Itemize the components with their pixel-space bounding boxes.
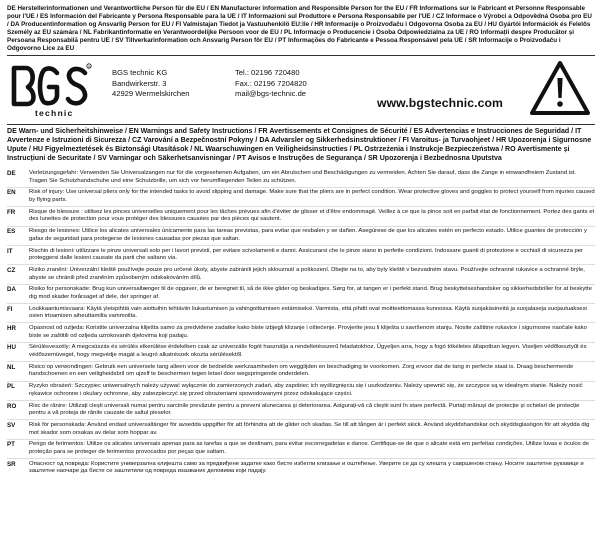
logo-subtext: technic (35, 108, 74, 119)
warning-item-sr (7, 461, 595, 478)
warning-text: Verletzungsgefahr: Verwenden Sie Universalzangen nur für die vorgesehenen Aufgaben, um ein Abrutschen und Beschädigungen zu vermeiden. Achten Sie darauf, dass die Zange in einwandfreiem Zustand ist. Tragen Sie Schutzhandschuhe und eine Schutzbrille, um sich vor herumfliegenden Teilen zu schützen. (29, 170, 577, 184)
language-code: DE (7, 170, 16, 178)
company-city: 42929 Wermelskirchen (112, 89, 190, 99)
language-code: RO (7, 402, 17, 410)
warning-text: Risc de rănire: Utilizați clești universali numai pentru sarcinile prevăzute pentru a preveni alunecarea și deteriorarea. Asigurați-vă că cleștii sunt în stare perfectă. Purtați mănuși de protecție și ochelari de protecție pentru a vă proteja de rănile cauzate de saltul pieselor. (29, 402, 580, 417)
warning-item-nl (7, 364, 595, 382)
company-name: BGS technic KG (112, 68, 168, 78)
warning-item-cz (7, 267, 595, 285)
language-code: NL (7, 363, 16, 371)
language-code: EN (7, 189, 16, 197)
warning-text: Rischio di lesioni: utilizzare le pinze universali solo per i lavori previsti, per evitare scivolamenti e danni. Assicurarsi che le pinze siano in perfette condizioni. Indossare guanti di protezione e occhiali di sicurezza per proteggersi dalle lesioni causate da parti che saltano via. (29, 247, 583, 262)
warning-text: Loukkaantumisvaara: Käytä yleispihtiä vain aiottuihin tehtäviin liukastumisen ja vahingoittumisen estämiseksi. Varmista, että pihdit ovat moitteettomassa kunnossa. Käytä suojakäsineitä ja suojalaseja suojautuaksesi osien irtoamisen aiheuttamilta vammoilta. (29, 305, 587, 320)
language-code: HR (7, 325, 16, 333)
warning-item-es (7, 228, 595, 246)
warning-text: Risk för personskada: Använd endast universaltänger för avsedda uppgifter för att förhindra att de glider och skadas. Se till att tången är i perfekt skick. Använd skyddshandskar och skyddsglasögon för att skydda dig mot skador som orsakas av delar som hoppar av. (29, 421, 590, 436)
manufacturer-info-header: DE Herstellerinformationen und Verantwortliche Person für die EU / EN Manufacturer information and Responsible Person for the EU / FR Informations sur le Fabricant et Personne Responsable pour l'UE / ES Información del Fabricante y Persona Responsable para la UE / IT Informazioni sul Produttore e Persona Responsabile per l'UE / CZ Informace o Výrobci a Odpovědná Osoba pro EU / DA Producentinformation og Ansvarlig Person for EU / FI Valmistajan Tiedot ja Vastuuhenkilö EU:lle / HR Informacije o Proizvođaču i Odgovorna Osoba za EU / HU Gyártói Információk és Felelős Személy az EU számára / NL Fabrikantinformatie en Verantwoordelijke Persoon voor de EU / PL Informacje o Producencie i Osoba Odpowiedzialna za UE / RO Informații despre Producător și Persoana Responsabilă pentru UE / SV Tillverkarinformation och Ansvarig Person för EU / PT Informações do Fabricante e Pessoa Responsável pela UE / SR Informacije o Proizvođaču i Odgovorno Lice za EU (7, 5, 592, 52)
brand-block (7, 55, 595, 125)
warning-item-pl (7, 383, 595, 401)
warning-item-it (7, 248, 595, 266)
warning-item-fi (7, 306, 595, 324)
language-code: PT (7, 441, 15, 449)
safety-instructions-header: DE Warn- und Sicherheitshinweise / EN Warnings and Safety Instructions / FR Avertissements et Consignes de Sécurité / ES Advertencias e Instrucciones de Seguridad / IT Avvertenze e Istruzioni di Sicurezza / CZ Varování a Bezpečnostní Pokyny / DA Advarsler og Sikkerhedsinstruktioner / FI Varoitus- ja Turvaohjeet / HR Upozorenja i Sigurnosne Upute / HU Figyelmeztetések és Biztonsági Utasítások / NL Waarschuwingen en Veiligheidsinstructies / PL Ostrzeżenia i Instrukcje Bezpieczeństwa / RO Avertismente și Instrucțiuni de Securitate / SV Varningar och Säkerhetsanvisningar / PT Avisos e Instruções de Segurança / SR Upozorenja i Bezbednosna Uputstva (7, 128, 592, 163)
warning-item-en (7, 189, 595, 207)
warning-text: Risico op verwondingen: Gebruik een universele tang alleen voor de bedoelde werkzaamheden om wegglijden en beschadiging te voorkomen. Zorg ervoor dat de tang in perfecte staat is. Draag beschermende handschoenen en een veiligheidsbril om ujzelf te beschermen tegen letsel door wegspringende onderdelen. (29, 363, 574, 378)
warning-text: Riesgo de lesiones: Utilice los alicates universales únicamente para las tareas previstas, para evitar que resbalen y se dañen. Asegúrese de que los alicates estén en perfecto estado. Utilice guantes de protección y gafas de seguridad para protegerse de lesiones causadas por piezas que saltan. (29, 228, 587, 242)
language-code: SR (7, 460, 16, 468)
warning-item-ro (7, 403, 595, 421)
language-code: SV (7, 421, 16, 429)
warning-text: Perigo de ferimentos: Utilize os alicates universais apenas para as tarefas a que se destinam, para evitar escorregadelas e danos. Certifique-se de que o alicate está em perfeitas condições. Utilize luvas e óculos de proteção para se proteger de ferimentos provocados por peças que saltam. (29, 441, 589, 455)
language-code: CZ (7, 266, 16, 274)
warning-list (7, 170, 595, 477)
company-street: Bandwirkerstr. 3 (112, 78, 167, 88)
contact-block (235, 68, 307, 99)
warning-item-hr (7, 325, 595, 343)
document-page (7, 5, 595, 479)
warning-text: Opasnost od ozljeda: Koristite univerzalna kliješta samo za predviđene zadatke kako biste izbjegli klizanje i oštećenje. Provjerite jesu li kliješta u savršenom stanju. Nosite zaštitne rukavice i sigurnosne naočale kako biste se zaštitili od ozljeda uzrokovanih djelovima koji padaju. (29, 325, 587, 339)
language-code: HU (7, 344, 16, 352)
language-code: FR (7, 208, 16, 216)
language-code: IT (7, 247, 13, 255)
warning-text: Risiko for personskade: Brug kun universaltænger til de opgaver, de er beregnet til, så de ikke glider og beskadiges. Sørg for, at tangen er i perfekt stand. Brug beskyttelseshandsker og sikkerhedsbriller for at beskytte dig mod skader forårsaget af dele, der springer af. (29, 286, 592, 300)
warning-text: Sérülésveszély: A megcsúszás és sérülés elkerülése érdekében csak az univerzális fogót használja a rendeltetésszerű feladatokhoz. Ügyeljen arra, hogy a fogó tökéletes állapotban legyen. Viseljen védőkesztyűt és védőszemüveget, hogy megvédje magát a leugró alkatrészek okozta sérülésektől. (29, 344, 587, 359)
warning-item-da (7, 286, 595, 304)
warning-text: Ryzyko obrażeń: Szczypiec uniwersalnych należy używać wyłącznie do zamierzonych zadań, aby zapobiec ich wyślizgnięciu się i uszkodzeniu. Należy upewnić się, że szczypce są w idealnym stanie. Należy nosić rękawice ochronne i okulary ochronne, aby zabezpieczyć się przed obrażeniami spowodowanymi przez odskakujące części. (29, 383, 583, 397)
website-url: www.bgstechnic.com (377, 96, 503, 111)
warning-text: Risk of injury: Use universal pliers only for the intended tasks to avoid slipping and damage. Make sure that the pliers are in perfect condition. Wear protective gloves and goggles to protect yourself from injuries caused by flying parts. (29, 189, 595, 204)
language-code: DA (7, 286, 16, 294)
warning-text: Risque de blessure : utilisez les pinces universelles uniquement pour les tâches prévues afin d'éviter de glisser et d'être endommagé. Veillez à ce que la pince soit en parfait état de fonctionnement. Portez des gants et des lunettes de protection pour vous protéger des blessures causées par des pièces qui sautent. (29, 208, 595, 223)
warning-text: Опасност од повреда: Користите универзална клијешта само за предвиђене задатке како бисте избегли клизање и оштећење. Уверите се да су клешта у савршеном стању. Носите заштитне рукавице и заштитне наочаре да бисте се заштитили од повреда изазваних деловима који падају. (29, 460, 584, 475)
contact-email: mail@bgs-technic.de (235, 89, 307, 99)
warning-text: Riziko zranění: Univerzální kleště používejte pouze pro určené úkoly, abyste zabránili jejich sklouznutí a poškození. Dbejte na to, aby byly kleště v bezvadném stavu. Používejte ochranné rukavice a ochranné brýle, abyste se chránili před zraněním způsobeným odskakováním dílů. (29, 266, 585, 281)
company-address (112, 68, 190, 99)
logo-text (7, 56, 8, 57)
warning-item-fr (7, 209, 595, 227)
language-code: FI (7, 305, 13, 313)
warning-item-pt (7, 441, 595, 459)
language-code: ES (7, 228, 16, 236)
contact-fax: Fax.: 02196 7204820 (235, 78, 307, 88)
contact-phone: Tel.: 02196 720480 (235, 68, 300, 78)
warning-item-de (7, 170, 595, 188)
warning-triangle-icon (529, 59, 591, 117)
warning-item-hu (7, 344, 595, 362)
svg-text:R: R (88, 64, 91, 69)
language-code: PL (7, 383, 15, 391)
warning-item-sv (7, 422, 595, 440)
